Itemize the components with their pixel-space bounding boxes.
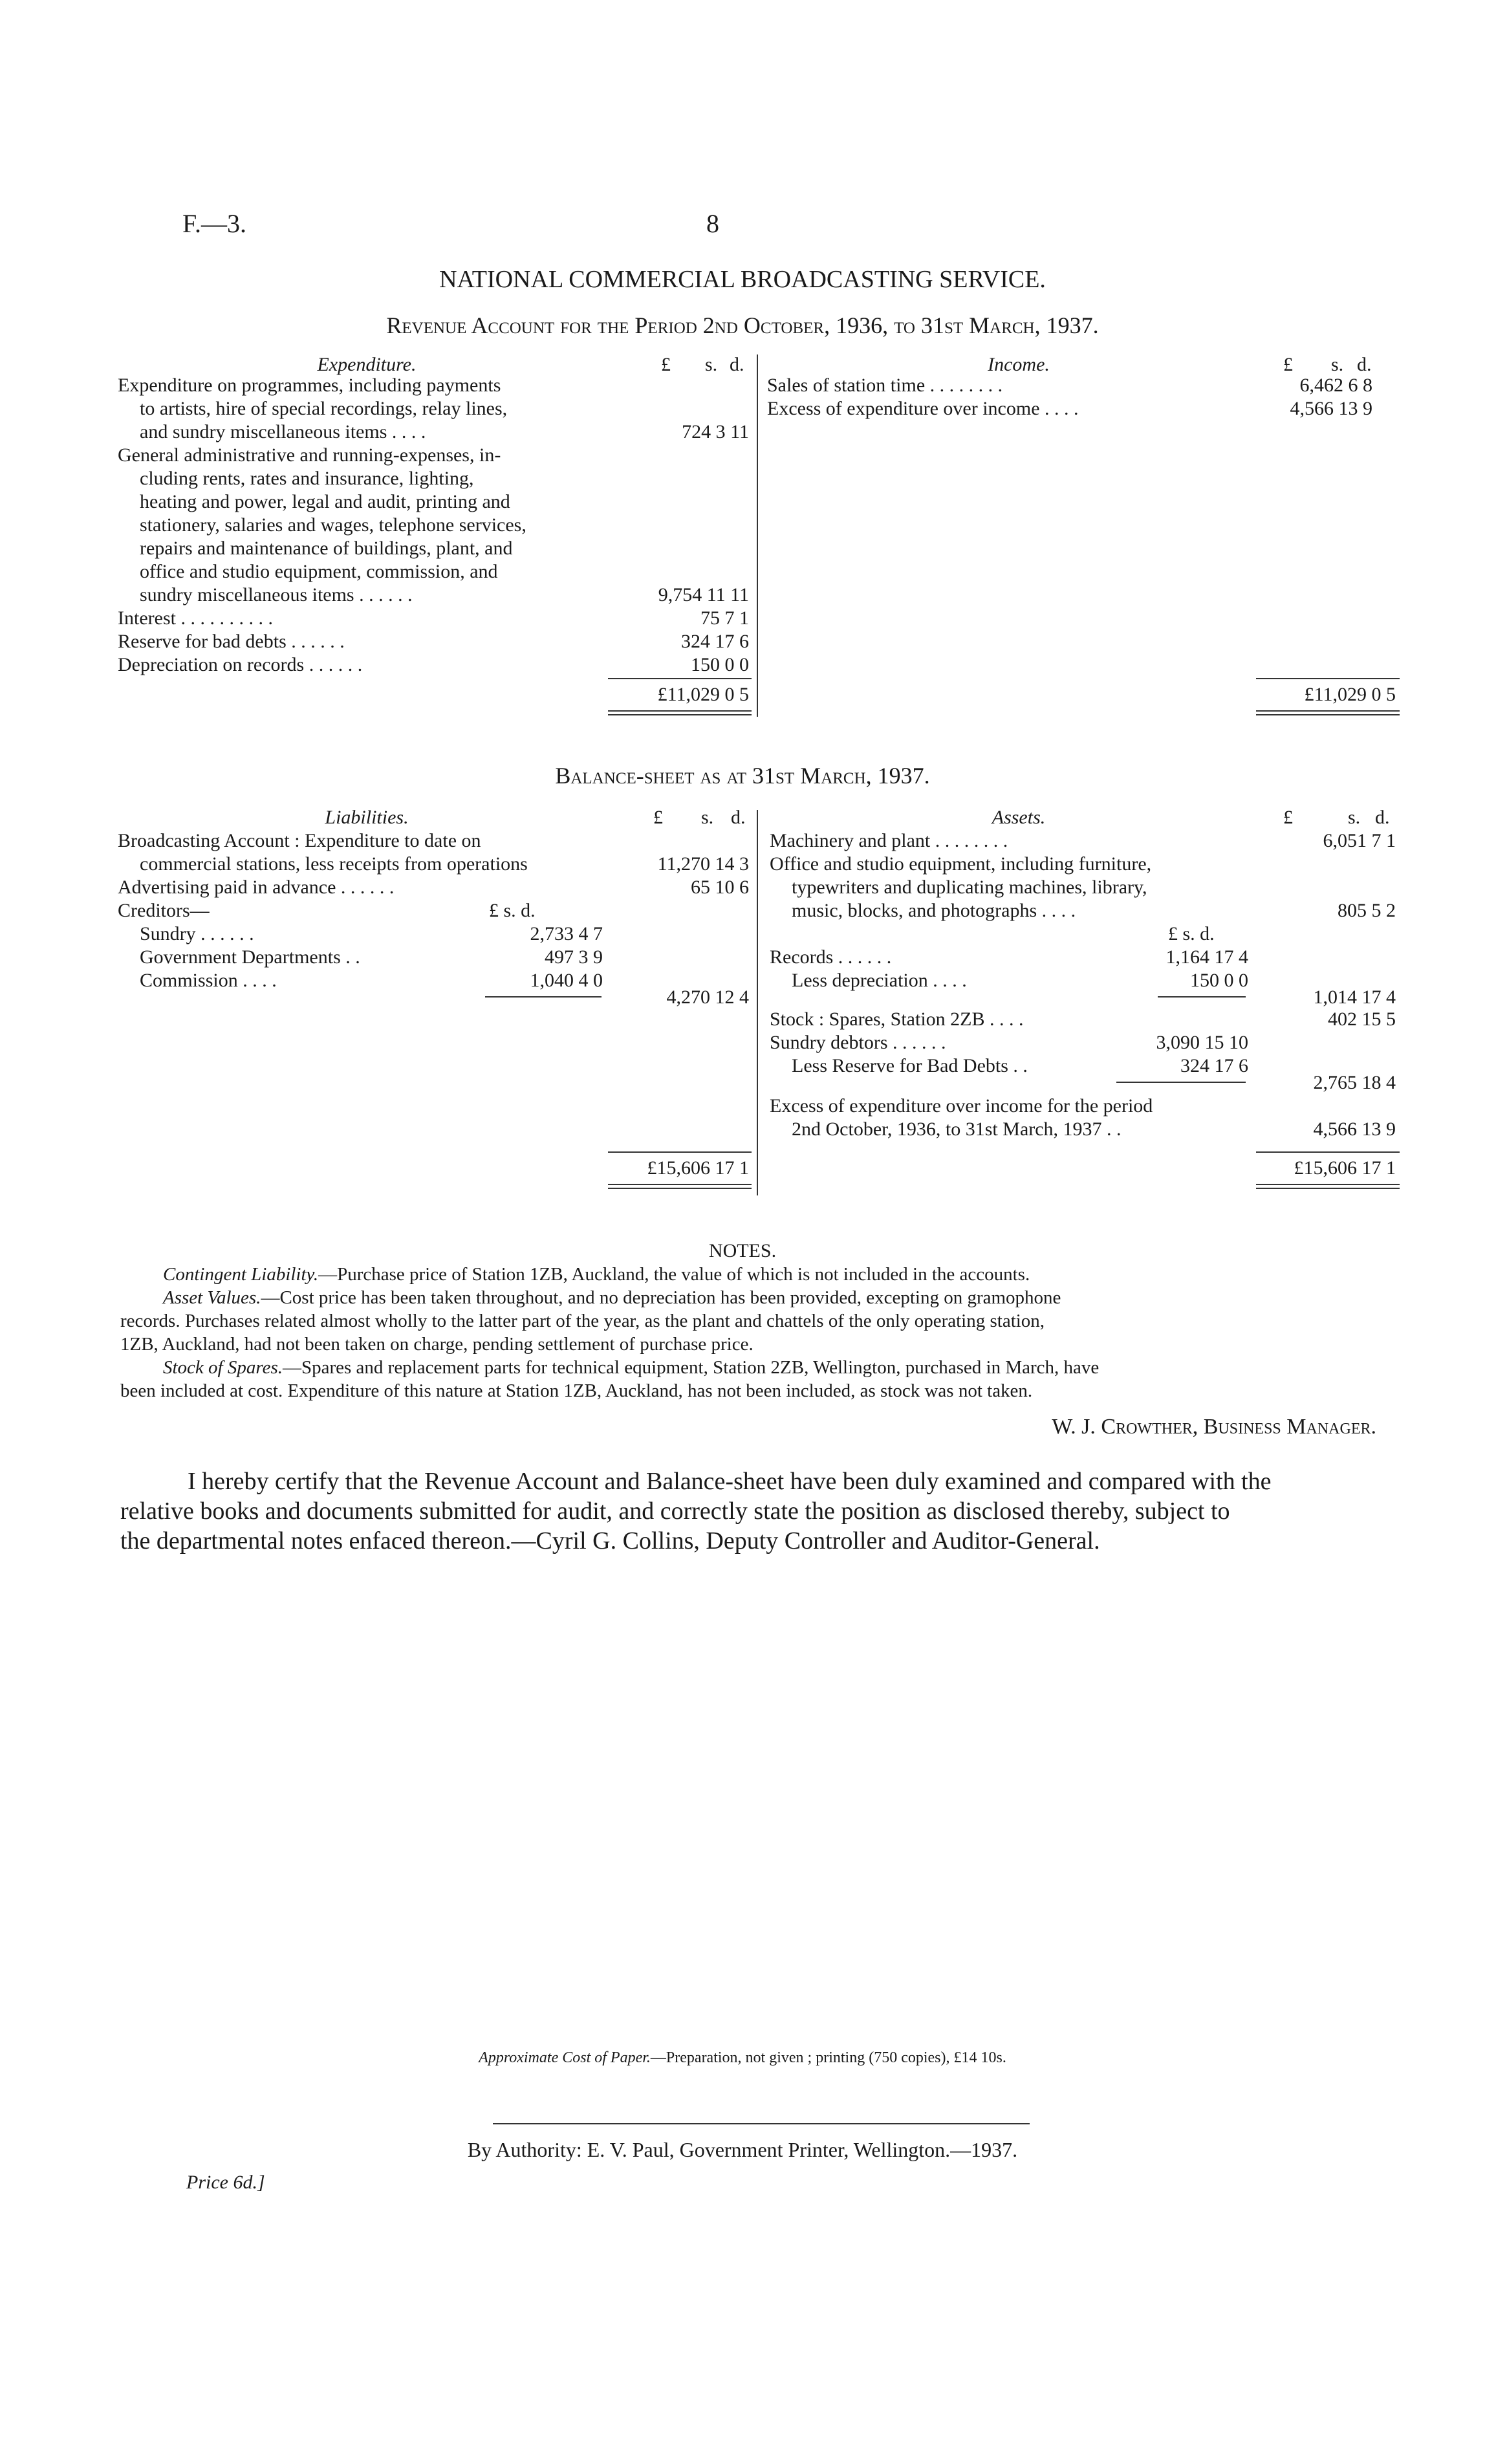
asset-line: typewriters and duplicating machines, library, bbox=[792, 877, 1147, 898]
creditors-columns: £ s. d. bbox=[489, 900, 536, 921]
total-double-rule bbox=[1256, 710, 1400, 715]
asset-subamount: 1,164 17 4 bbox=[1165, 946, 1248, 968]
note-text: —Spares and replacement parts for technical equipment, Station 2ZB, Wellington, purchased in March, have bbox=[282, 1357, 1100, 1378]
asset-subamount: 150 0 0 bbox=[1190, 970, 1248, 991]
col-shillings: s. bbox=[701, 807, 714, 828]
asset-amount: 402 15 5 bbox=[1328, 1008, 1396, 1030]
col-shillings: s. bbox=[705, 354, 718, 375]
liability-amount: 11,270 14 3 bbox=[657, 853, 749, 875]
assets-heading: Assets. bbox=[992, 807, 1046, 828]
subtotal-rule bbox=[608, 1151, 752, 1153]
liability-line: commercial stations, less receipts from operations bbox=[140, 853, 528, 875]
exp-line: cluding rents, rates and insurance, lighting, bbox=[140, 468, 474, 489]
liability-line: Advertising paid in advance . . . . . . bbox=[118, 877, 395, 898]
subtotal-rule bbox=[1256, 678, 1400, 679]
asset-line: Machinery and plant . . . . . . . . bbox=[770, 830, 1008, 851]
page-number: 8 bbox=[706, 209, 719, 238]
asset-line: Less depreciation . . . . bbox=[792, 970, 967, 991]
note-text: been included at cost. Expenditure of this nature at Station 1ZB, Auckland, has not been included, as stock was not taken. bbox=[120, 1380, 1033, 1401]
asset-amount: 1,014 17 4 bbox=[1313, 987, 1396, 1008]
col-pound: £ bbox=[661, 354, 671, 375]
liability-amount: 65 10 6 bbox=[691, 877, 749, 898]
exp-line: repairs and maintenance of buildings, plant, and bbox=[140, 538, 513, 559]
income-heading: Income. bbox=[988, 354, 1050, 375]
exp-line: Depreciation on records . . . . . . bbox=[118, 654, 363, 675]
subtotal-rule bbox=[1256, 1151, 1400, 1153]
paper-cost bbox=[0, 2048, 1485, 2067]
exp-amount: 324 17 6 bbox=[681, 631, 749, 652]
exp-line: heating and power, legal and audit, printing and bbox=[140, 491, 510, 512]
note-contingent bbox=[163, 1263, 1030, 1286]
asset-line: Less Reserve for Bad Debts . . bbox=[792, 1055, 1028, 1076]
column-divider bbox=[757, 354, 758, 717]
certificate-line: relative books and documents submitted for audit, and correctly state the position as disclosed thereby, subject to bbox=[120, 1498, 1230, 1525]
asset-amount: 6,051 7 1 bbox=[1323, 830, 1396, 851]
exp-line: Expenditure on programmes, including payments bbox=[118, 375, 501, 396]
price: Price 6d.] bbox=[186, 2172, 265, 2193]
exp-line: Interest . . . . . . . . . . bbox=[118, 607, 273, 629]
note-text: —Cost price has been taken throughout, and no depreciation has been provided, excepting on gramophone bbox=[261, 1287, 1061, 1308]
col-pence: d. bbox=[731, 807, 746, 828]
note-label: Stock of Spares. bbox=[163, 1357, 283, 1378]
exp-line: stationery, salaries and wages, telephone services, bbox=[140, 514, 526, 536]
note-stock bbox=[163, 1356, 1099, 1379]
report-reference: F.—3. bbox=[182, 209, 247, 238]
certificate-line: the departmental notes enfaced thereon.—Cyril G. Collins, Deputy Controller and Auditor-General. bbox=[120, 1527, 1100, 1554]
revenue-heading: Revenue Account for the Period 2nd October, 1936, to 31st March, 1937. bbox=[386, 312, 1099, 338]
note-text: —Purchase price of Station 1ZB, Auckland, the value of which is not included in the accounts. bbox=[318, 1264, 1030, 1285]
creditor-amount: 1,040 4 0 bbox=[530, 970, 603, 991]
col-shillings: s. bbox=[1331, 354, 1344, 375]
exp-line: sundry miscellaneous items . . . . . . bbox=[140, 584, 413, 605]
creditor-label: Sundry . . . . . . bbox=[140, 923, 254, 944]
note-label: Asset Values. bbox=[163, 1287, 261, 1308]
asset-line: Office and studio equipment, including furniture, bbox=[770, 853, 1152, 875]
footer-rule bbox=[493, 2123, 1030, 2124]
exp-line: General administrative and running-expenses, in- bbox=[118, 444, 501, 466]
liability-line: Broadcasting Account : Expenditure to date on bbox=[118, 830, 481, 851]
printer-authority: By Authority: E. V. Paul, Government Printer, Wellington.—1937. bbox=[467, 2138, 1018, 2161]
assets-total: £15,606 17 1 bbox=[1294, 1157, 1396, 1179]
asset-subamount: 3,090 15 10 bbox=[1156, 1032, 1248, 1053]
expenditure-total: £11,029 0 5 bbox=[657, 684, 749, 705]
asset-subamount: 324 17 6 bbox=[1180, 1055, 1248, 1076]
col-shillings: s. bbox=[1348, 807, 1361, 828]
records-rule bbox=[1158, 996, 1246, 998]
asset-amount: 805 5 2 bbox=[1338, 900, 1396, 921]
asset-line: Records . . . . . . bbox=[770, 946, 892, 968]
signature: W. J. Crowther, Business Manager. bbox=[1052, 1415, 1376, 1439]
creditor-label: Government Departments . . bbox=[140, 946, 360, 968]
asset-line: Stock : Spares, Station 2ZB . . . . bbox=[770, 1008, 1024, 1030]
exp-amount: 150 0 0 bbox=[691, 654, 749, 675]
notes-heading: NOTES. bbox=[708, 1240, 777, 1261]
exp-line: office and studio equipment, commission, and bbox=[140, 561, 498, 582]
creditors-total: 4,270 12 4 bbox=[666, 987, 749, 1008]
page-title: NATIONAL COMMERCIAL BROADCASTING SERVICE. bbox=[439, 266, 1046, 293]
balance-heading: Balance-sheet as at 31st March, 1937. bbox=[555, 763, 930, 789]
income-amount: 6,462 6 8 bbox=[1299, 375, 1372, 396]
col-pence: d. bbox=[1357, 354, 1372, 375]
income-label: Excess of expenditure over income . . . . bbox=[767, 398, 1079, 419]
total-double-rule bbox=[1256, 1184, 1400, 1189]
note-label: Contingent Liability. bbox=[163, 1264, 319, 1285]
creditor-amount: 497 3 9 bbox=[545, 946, 603, 968]
total-double-rule bbox=[608, 1184, 752, 1189]
cost-label: Approximate Cost of Paper. bbox=[479, 2049, 651, 2066]
exp-amount: 75 7 1 bbox=[700, 607, 749, 629]
note-asset-values bbox=[163, 1286, 1061, 1309]
certificate-line: I hereby certify that the Revenue Account and Balance-sheet have been duly examined and compared with the bbox=[188, 1468, 1272, 1495]
asset-amount: 2,765 18 4 bbox=[1313, 1072, 1396, 1093]
creditor-amount: 2,733 4 7 bbox=[530, 923, 603, 944]
creditors-label: Creditors— bbox=[118, 900, 210, 921]
subtotal-rule bbox=[608, 678, 752, 679]
col-pound: £ bbox=[653, 807, 663, 828]
income-amount: 4,566 13 9 bbox=[1290, 398, 1372, 419]
col-pence: d. bbox=[730, 354, 744, 375]
exp-amount: 9,754 11 11 bbox=[658, 584, 749, 605]
income-total: £11,029 0 5 bbox=[1304, 684, 1396, 705]
exp-amount: 724 3 11 bbox=[682, 421, 749, 442]
note-text: 1ZB, Auckland, had not been taken on charge, pending settlement of purchase price. bbox=[120, 1334, 753, 1355]
asset-amount: 4,566 13 9 bbox=[1313, 1118, 1396, 1140]
exp-line: to artists, hire of special recordings, relay lines, bbox=[140, 398, 508, 419]
note-text: records. Purchases related almost wholly to the latter part of the year, as the plant and chattels of the only operating station, bbox=[120, 1311, 1045, 1331]
records-columns: £ s. d. bbox=[1168, 923, 1215, 944]
col-pound: £ bbox=[1283, 807, 1293, 828]
expenditure-heading: Expenditure. bbox=[317, 354, 417, 375]
total-double-rule bbox=[608, 710, 752, 715]
asset-line: Sundry debtors . . . . . . bbox=[770, 1032, 946, 1053]
exp-line: and sundry miscellaneous items . . . . bbox=[140, 421, 426, 442]
liabilities-total: £15,606 17 1 bbox=[647, 1157, 749, 1179]
asset-line: 2nd October, 1936, to 31st March, 1937 . . bbox=[792, 1118, 1122, 1140]
income-label: Sales of station time . . . . . . . . bbox=[767, 375, 1003, 396]
debtors-rule bbox=[1116, 1082, 1246, 1083]
column-divider bbox=[757, 810, 758, 1195]
cost-text: —Preparation, not given ; printing (750 copies), £14 10s. bbox=[650, 2049, 1006, 2066]
col-pence: d. bbox=[1375, 807, 1390, 828]
creditors-rule bbox=[485, 996, 602, 998]
asset-line: music, blocks, and photographs . . . . bbox=[792, 900, 1076, 921]
creditor-label: Commission . . . . bbox=[140, 970, 277, 991]
exp-line: Reserve for bad debts . . . . . . bbox=[118, 631, 345, 652]
col-pound: £ bbox=[1283, 354, 1293, 375]
liabilities-heading: Liabilities. bbox=[325, 807, 409, 828]
asset-line: Excess of expenditure over income for the period bbox=[770, 1095, 1153, 1117]
